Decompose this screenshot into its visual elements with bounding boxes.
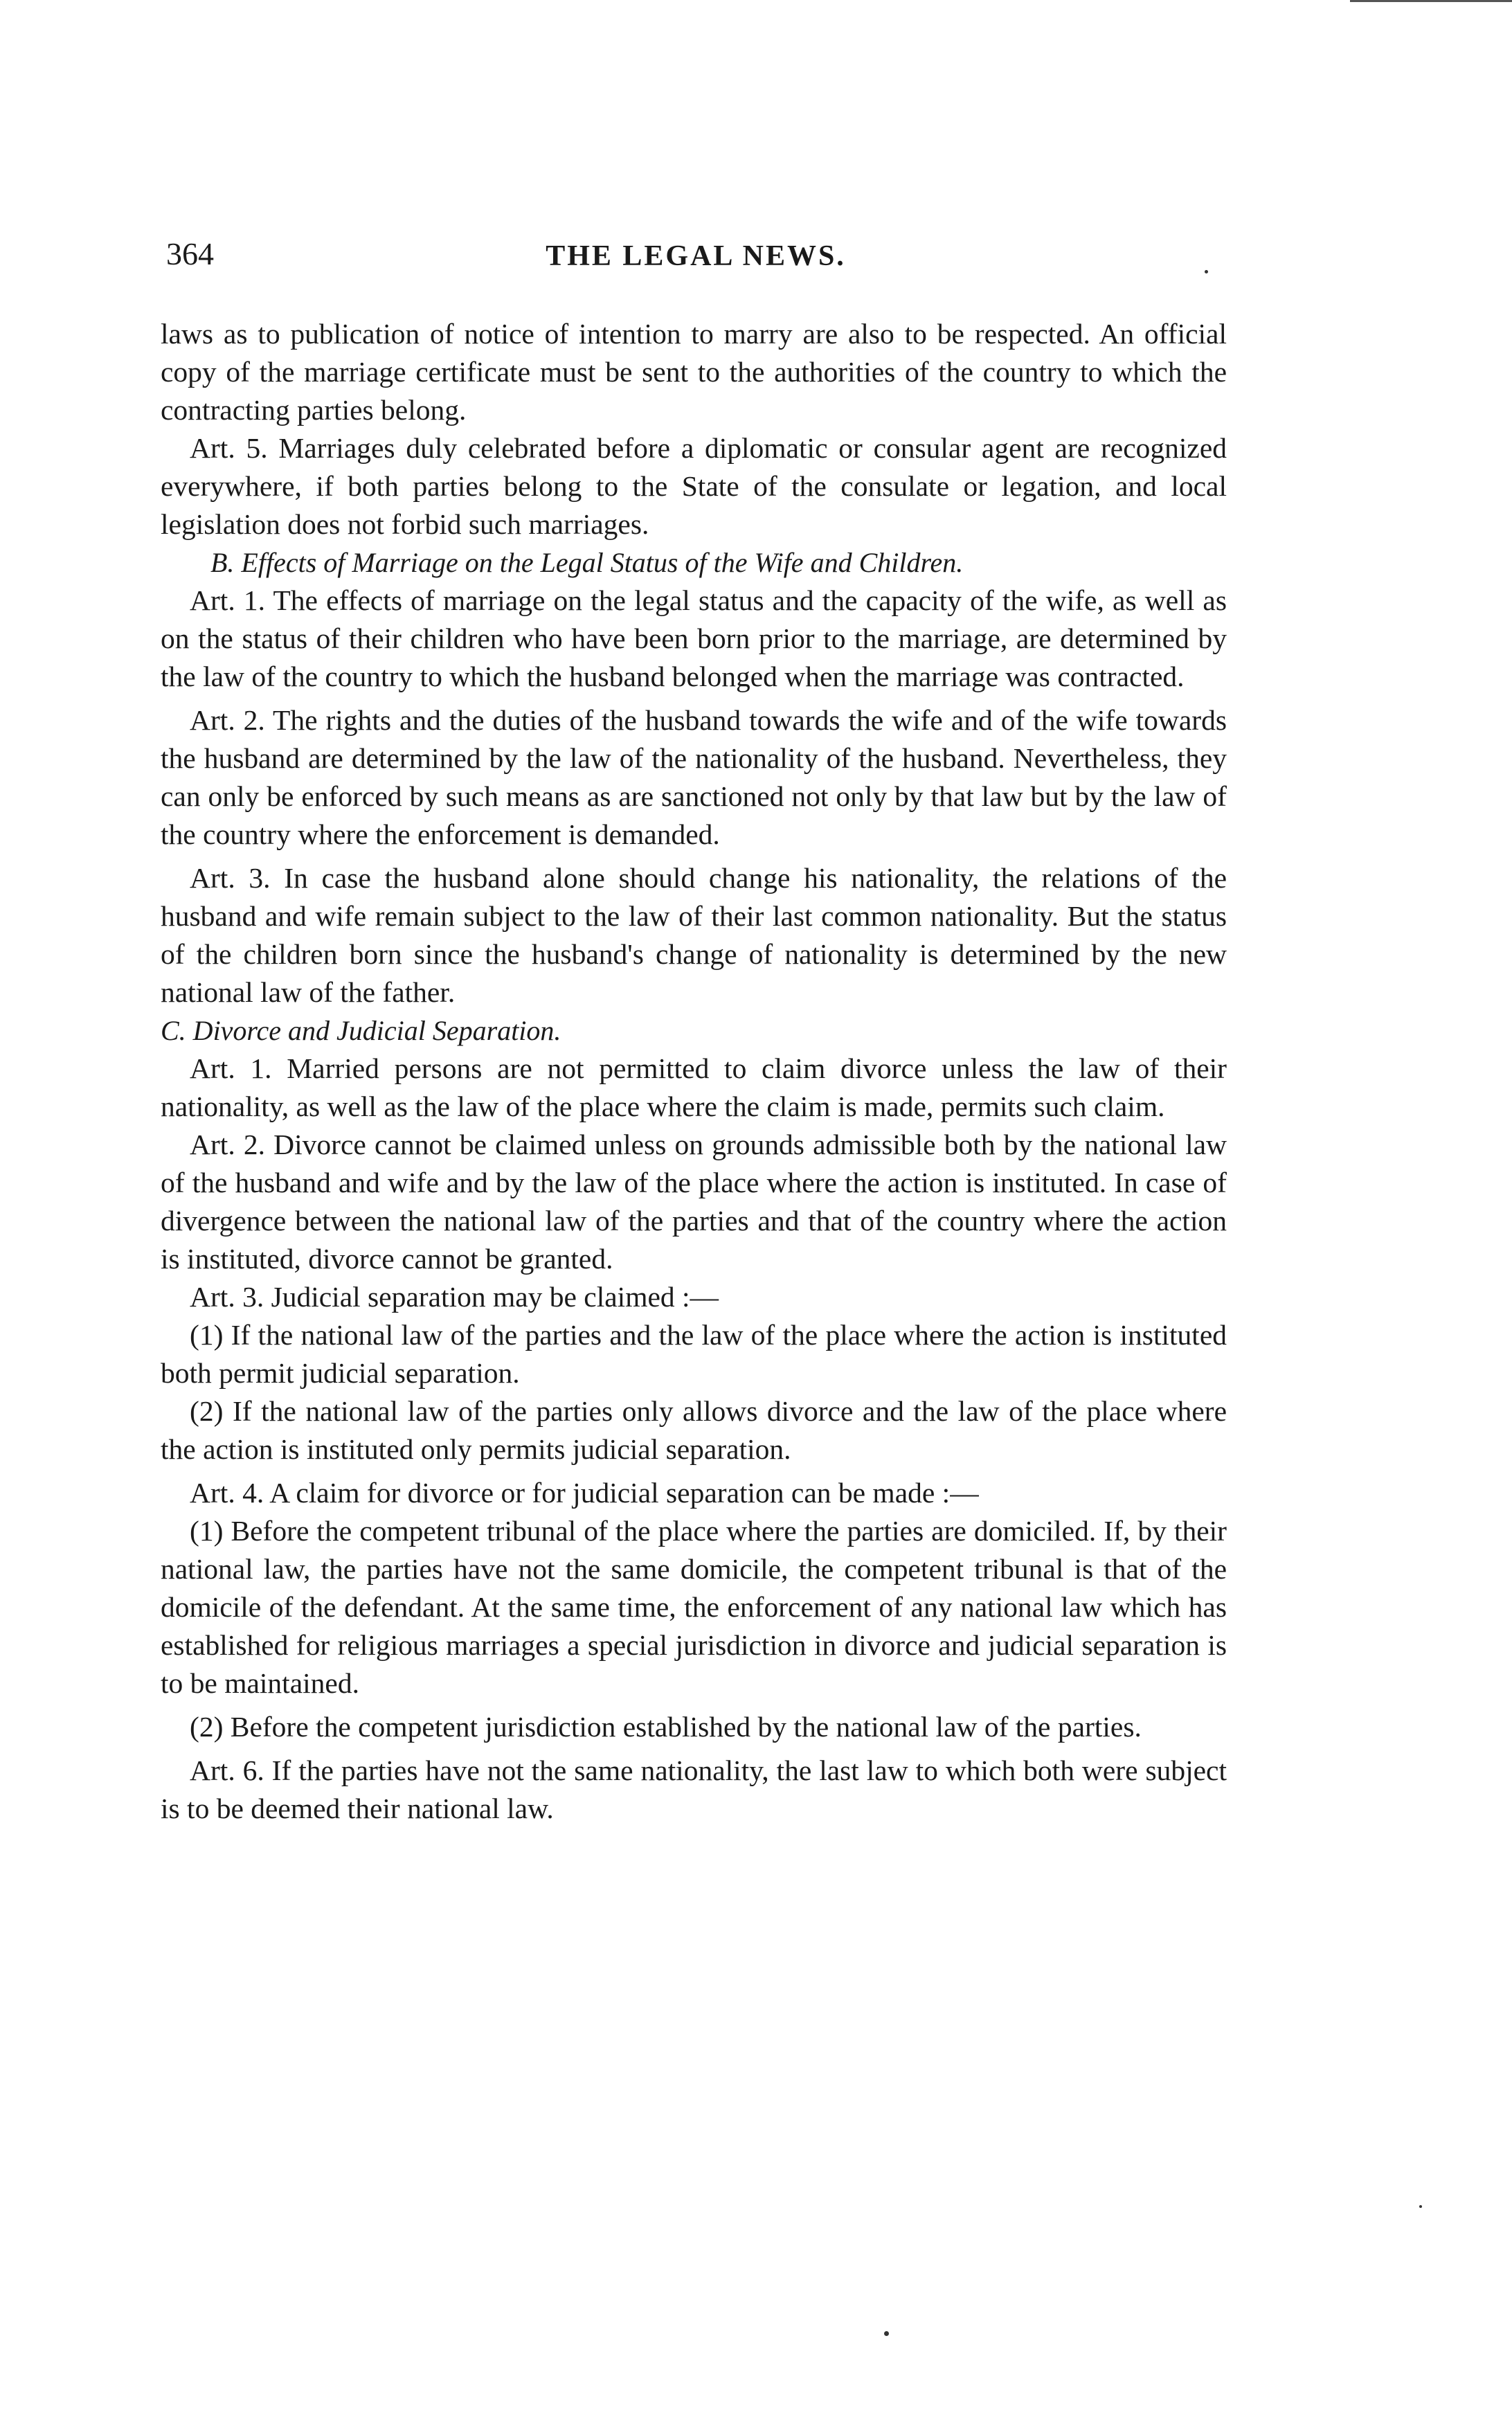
paragraph-divorce-art-1: Art. 1. Married persons are not permitted to claim divorce unless the law of their nationality, as well as the law of the place where the claim is made, permits such claim. bbox=[161, 1052, 1227, 1122]
running-title: THE LEGAL NEWS. bbox=[546, 240, 846, 272]
section-heading-b: B. Effects of Marriage on the Legal Status of the Wife and Children. bbox=[210, 547, 964, 578]
paragraph-art-5: Art. 5. Marriages duly celebrated before a diplomatic or consular agent are recognized everywhere, if both parties belong to the State of the consulate or legation, and local legislation does not forbid such marriages. bbox=[161, 432, 1227, 540]
paragraph-effects-art-2: Art. 2. The rights and the duties of the husband towards the wife and of the wife towards the husband are determined by the law of the nationality of the husband. Nevertheless, they can only be enforced by such means as are sanctioned not only by that law but by the law of the country where the enforcement is demanded. bbox=[161, 704, 1227, 850]
paragraph-separation-clause-2: (2) If the national law of the parties only allows divorce and the law of the place where the action is instituted only permits judicial separation. bbox=[161, 1395, 1227, 1465]
paragraph-divorce-art-4: Art. 4. A claim for divorce or for judicial separation can be made :— bbox=[190, 1477, 979, 1509]
paragraph-divorce-art-2: Art. 2. Divorce cannot be claimed unless on grounds admissible both by the national law of the husband and wife and by the law of the place where the action is instituted. In case of divergence between the national law of the parties and that of the country where the action is instituted, divorce cannot be granted. bbox=[161, 1129, 1227, 1275]
print-speck bbox=[1419, 2205, 1422, 2208]
paragraph-continuation: laws as to publication of notice of intention to marry are also to be respected. An official copy of the marriage certificate must be sent to the authorities of the country to which the contracting parties belong. bbox=[161, 318, 1227, 426]
print-speck bbox=[1205, 270, 1208, 273]
paragraph-divorce-art-3: Art. 3. Judicial separation may be claimed :— bbox=[190, 1281, 719, 1313]
paragraph-divorce-art-6: Art. 6. If the parties have not the same nationality, the last law to which both were subject is to be deemed their national law. bbox=[161, 1754, 1227, 1824]
paragraph-effects-art-1: Art. 1. The effects of marriage on the legal status and the capacity of the wife, as well as on the status of their children who have been born prior to the marriage, are determined by the law of the country to which the husband belonged when the marriage was contracted. bbox=[161, 584, 1227, 692]
paragraph-claim-clause-1: (1) Before the competent tribunal of the place where the parties are domiciled. If, by their national law, the parties have not the same domicile, the competent tribunal is that of the domicile of the defendant. At the same time, the enforcement of any national law which has established for religious marriages a special jurisdiction in divorce and judicial separation is to be maintained. bbox=[161, 1515, 1227, 1699]
paragraph-claim-clause-2: (2) Before the competent jurisdiction established by the national law of the parties. bbox=[190, 1711, 1142, 1743]
article-text bbox=[161, 315, 1227, 1828]
page-header bbox=[166, 235, 1225, 291]
page-number: 364 bbox=[166, 236, 214, 271]
section-heading-c: C. Divorce and Judicial Separation. bbox=[161, 1015, 561, 1046]
print-speck bbox=[884, 2331, 889, 2336]
paragraph-effects-art-3: Art. 3. In case the husband alone should change his nationality, the relations of the husband and wife remain subject to the law of their last common nationality. But the status of the children born since the husband's change of nationality is determined by the new national law of the father. bbox=[161, 862, 1227, 1008]
page-edge-rule bbox=[1350, 0, 1512, 2]
paragraph-separation-clause-1: (1) If the national law of the parties and the law of the place where the action is instituted both permit judicial separation. bbox=[161, 1319, 1227, 1389]
